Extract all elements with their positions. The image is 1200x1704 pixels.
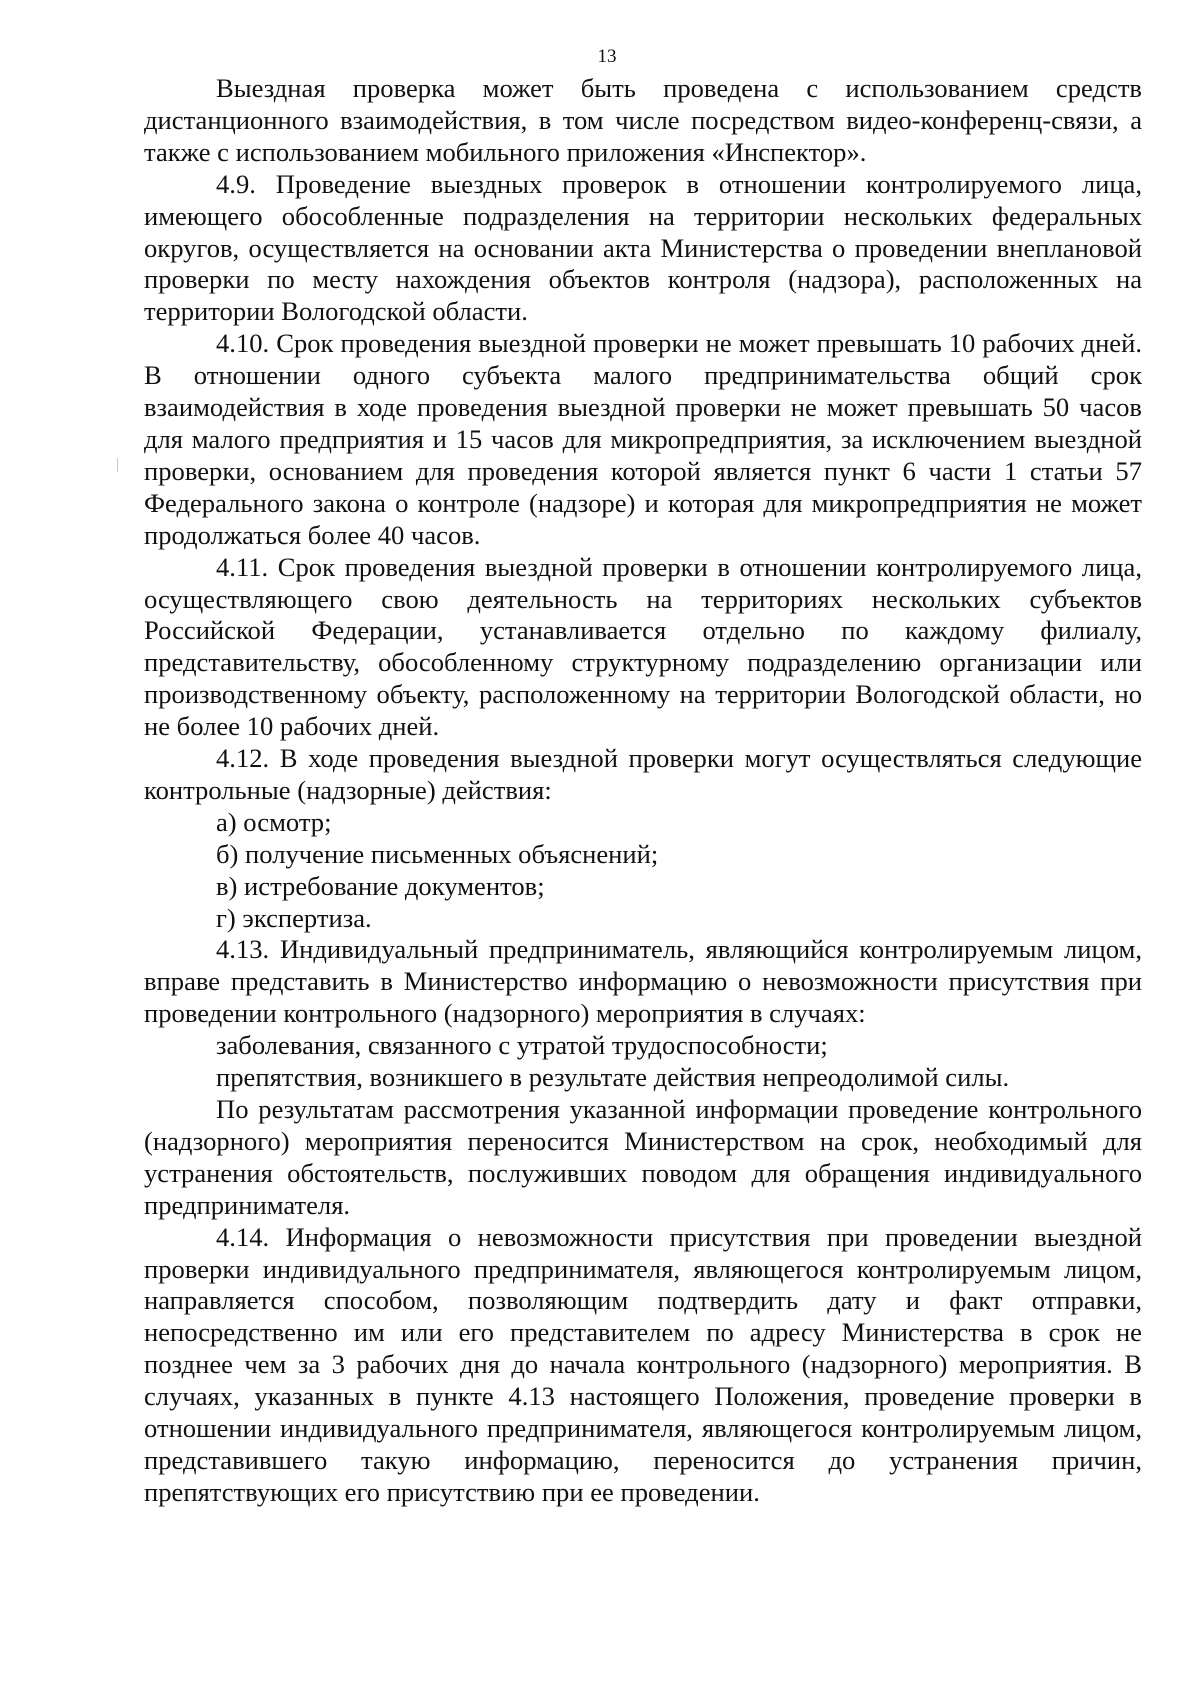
paragraph-4-10: 4.10. Срок проведения выездной проверки не может превышать 10 рабочих дней. В отношении одного субъекта малого предпринимательства общий срок взаимодействия в ходе проведения выездной проверки не может превышать 50 часов для малого предприятия и 15 часов для микропредприятия, за исключением выездной проверки, основанием для проведения которой является пункт 6 части 1 статьи 57 Федерального закона о контроле (надзоре) и которая для микропредприятия не может продолжаться более 40 часов. [144,328,1142,550]
paragraph-4-12: 4.12. В ходе проведения выездной проверки могут осуществляться следующие контрольные (надзорные) действия: [144,743,1142,805]
list-item-v: в) истребование документов; [216,870,545,901]
margin-mark [117,458,118,472]
paragraph-results: По результатам рассмотрения указанной информации проведение контрольного (надзорного) мероприятия переносится Министерством на срок, необходимый для устранения обстоятельств, послуживших поводом для обращения индивидуального предпринимателя. [144,1094,1142,1220]
list-item-g: г) экспертиза. [216,902,372,933]
list-item-force-majeure: препятствия, возникшего в результате действия непреодолимой силы. [216,1062,1010,1093]
paragraph-4-9: 4.9. Проведение выездных проверок в отношении контролируемого лица, имеющего обособленные подразделения на территории нескольких федеральных округов, осуществляется на основании акта Министерства о проведении внеплановой проверки по месту нахождения объектов контроля (надзора), расположенных на территории Вологодской области. [144,168,1142,327]
document-body [144,73,1142,1509]
list-item-a: а) осмотр; [216,806,332,837]
paragraph-4-11: 4.11. Срок проведения выездной проверки в отношении контролируемого лица, осуществляющего свою деятельность на территориях нескольких субъектов Российской Федерации, устанавливается отдельно по каждому филиалу, представительству, обособленному структурному подразделению организации или производственному объекту, расположенному на территории Вологодской области, но не более 10 рабочих дней. [144,551,1142,742]
list-item-b: б) получение письменных объяснений; [216,838,659,869]
list-item-illness: заболевания, связанного с утратой трудоспособности; [216,1030,828,1061]
paragraph-4-14: 4.14. Информация о невозможности присутствия при проведении выездной проверки индивидуального предпринимателя, являющегося контролируемым лицом, направляется способом, позволяющим подтвердить дату и факт отправки, непосредственно им или его представителем по адресу Министерства в срок не позднее чем за 3 рабочих дня до начала контрольного (надзорного) мероприятия. В случаях, указанных в пункте 4.13 настоящего Положения, проведение проверки в отношении индивидуального предпринимателя, являющегося контролируемым лицом, представившего такую информацию, переносится до устранения причин, препятствующих его присутствию при ее проведении. [144,1221,1142,1507]
paragraph-remote-inspection: Выездная проверка может быть проведена с использованием средств дистанционного взаимодействия, в том числе посредством видео-конференц-связи, а также с использованием мобильного приложения «Инспектор». [144,73,1142,167]
page-number: 13 [597,46,617,67]
paragraph-4-13: 4.13. Индивидуальный предприниматель, являющийся контролируемым лицом, вправе представить в Министерство информацию о невозможности присутствия при проведении контрольного (надзорного) мероприятия в случаях: [144,934,1142,1029]
